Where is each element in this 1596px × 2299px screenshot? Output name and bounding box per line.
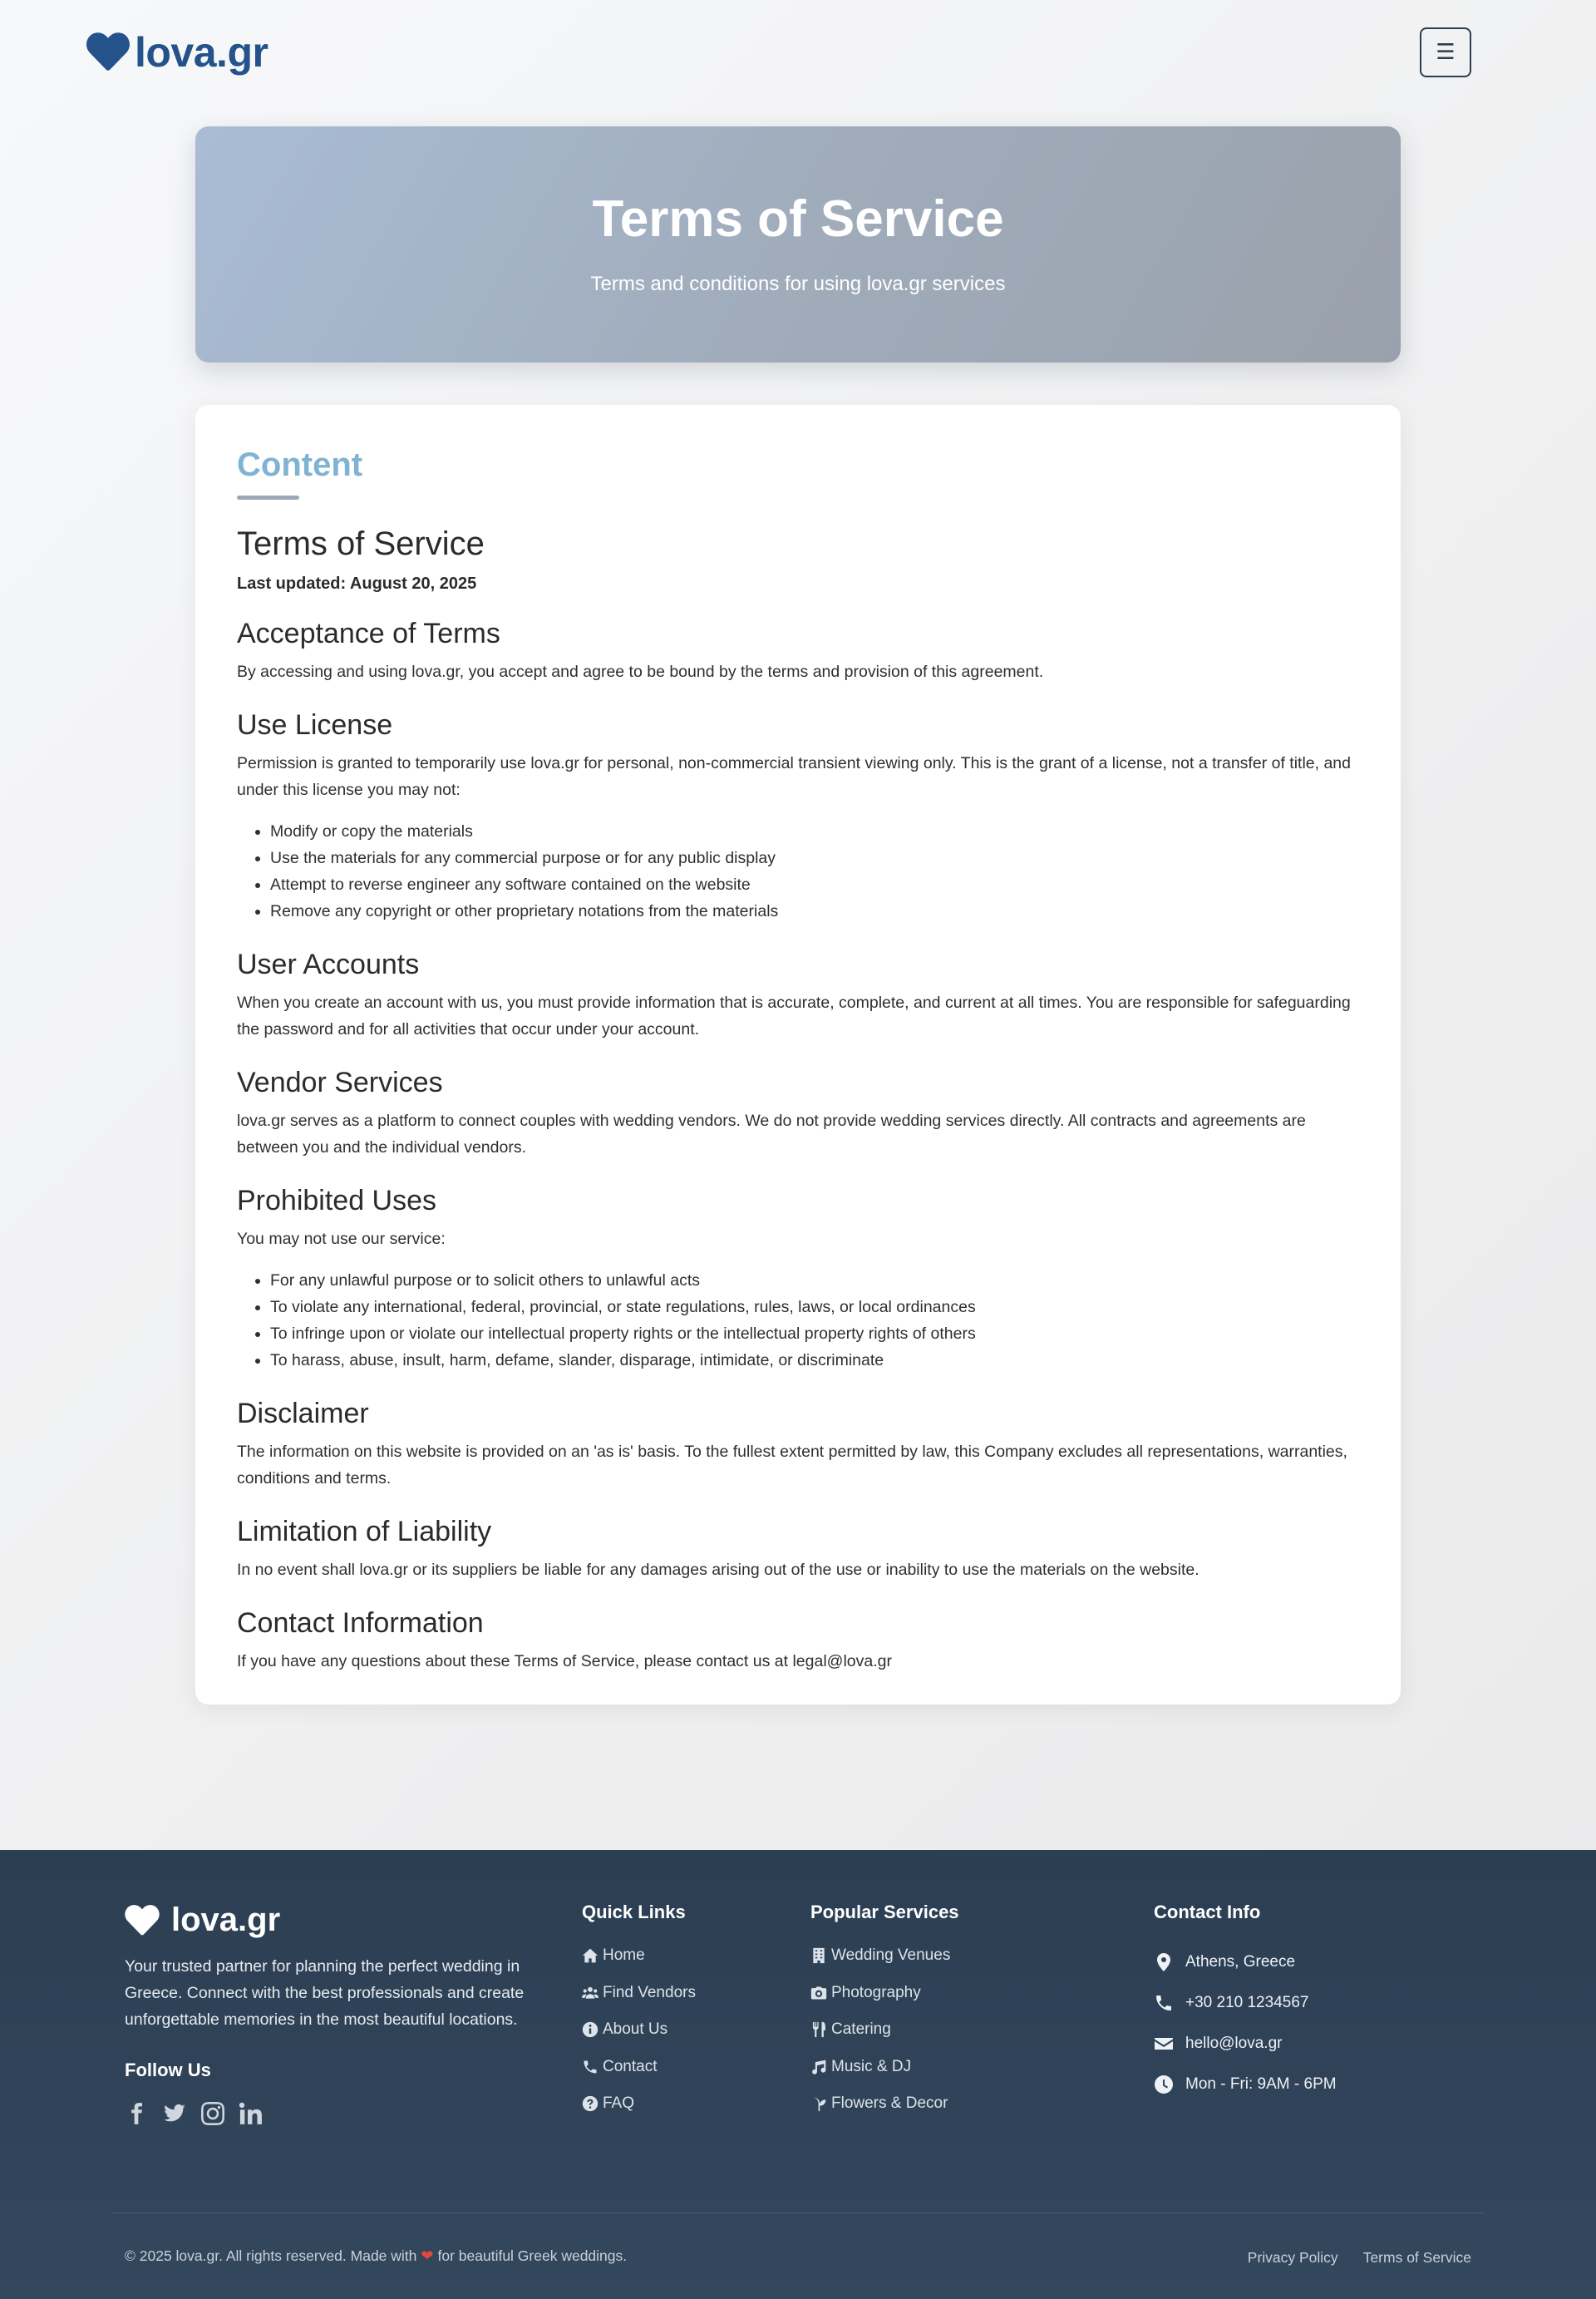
follow-us-title: Follow Us: [125, 2060, 211, 2080]
contact-info-list: [1154, 1941, 1337, 2104]
hamburger-icon: ☰: [1436, 40, 1456, 65]
list-item: • Use the materials for any commercial purpose or for any public display: [270, 845, 1359, 871]
heart-icon: [125, 1905, 160, 1936]
list-item: • Attempt to reverse engineer any software contained on the website: [270, 871, 1359, 898]
list-item: • To infringe upon or violate our intellectual property rights or the intellectual property rights of others: [270, 1320, 1359, 1347]
privacy-policy-link[interactable]: Privacy Policy: [1247, 2249, 1338, 2266]
linkedin-icon[interactable]: [239, 2102, 263, 2125]
footer-link-catering[interactable]: Catering: [810, 2011, 950, 2049]
section-underline: [237, 496, 299, 500]
heading-acceptance: Acceptance of Terms: [237, 618, 500, 649]
twitter-icon[interactable]: [163, 2102, 186, 2125]
seedling-icon: [810, 2095, 827, 2112]
list-item: • For any unlawful purpose or to solicit others to unlawful acts: [270, 1267, 1359, 1294]
license-list: [237, 818, 1359, 925]
contact-email[interactable]: hello@lova.gr: [1154, 2023, 1337, 2064]
heading-user-accounts: User Accounts: [237, 949, 420, 980]
heart-icon: ❤: [421, 2247, 434, 2264]
footer-about: Your trusted partner for planning the perfect wedding in Greece. Connect with the best professionals and create unforgettable memories in the most beautiful locations.: [125, 1957, 525, 2029]
facebook-icon[interactable]: [125, 2102, 148, 2125]
social-links: [125, 2102, 263, 2125]
text-user-accounts: When you create an account with us, you must provide information that is accurate, complete, and current at all times. You are responsible for safeguarding the password and for all activities that occur under your account.: [237, 994, 1351, 1038]
text-disclaimer: The information on this website is provided on an 'as is' basis. To the fullest extent permitted by law, this Company excludes all representations, warranties, conditions and terms.: [237, 1443, 1347, 1487]
content-card: [195, 405, 1401, 1705]
heart-icon: [86, 32, 130, 72]
users-icon: [582, 1985, 598, 2001]
footer-brand-name: lova.gr: [171, 1902, 281, 1938]
phone-icon: [1154, 1993, 1174, 2013]
terms-of-service-link[interactable]: Terms of Service: [1362, 2249, 1471, 2266]
footer-link-wedding-venues[interactable]: Wedding Venues: [810, 1937, 950, 1975]
page-hero: [195, 126, 1401, 363]
clock-icon: [1154, 2075, 1174, 2094]
map-marker-icon: [1154, 1952, 1174, 1972]
top-navbar: [0, 0, 1596, 108]
heading-disclaimer: Disclaimer: [237, 1398, 369, 1429]
quick-links-title: Quick Links: [582, 1902, 686, 1922]
text-vendor-services: lova.gr serves as a platform to connect couples with wedding vendors. We do not provide wedding services directly. All contracts and agreements are between you and the individual vendors.: [237, 1112, 1306, 1157]
contact-hours: Mon - Fri: 9AM - 6PM: [1154, 2064, 1337, 2104]
footer-link-music-dj[interactable]: Music & DJ: [810, 2049, 950, 2086]
site-footer: [0, 1850, 1596, 2299]
footer-link-home[interactable]: Home: [582, 1937, 696, 1975]
heading-use-license: Use License: [237, 709, 393, 741]
menu-toggle-button[interactable]: [1420, 27, 1471, 77]
section-title: Content: [237, 446, 363, 483]
legal-links: [1248, 2249, 1471, 2267]
popular-services-list: [810, 1937, 950, 2123]
heading-contact-information: Contact Information: [237, 1607, 484, 1639]
list-item: • Modify or copy the materials: [270, 818, 1359, 845]
contact-location: Athens, Greece: [1154, 1941, 1337, 1982]
prohibited-list: [237, 1267, 1359, 1374]
building-icon: [810, 1947, 827, 1964]
footer-link-flowers-decor[interactable]: Flowers & Decor: [810, 2085, 950, 2123]
text-acceptance: By accessing and using lova.gr, you accept and agree to be bound by the terms and provision of this agreement.: [237, 663, 1044, 681]
last-updated: Last updated: August 20, 2025: [237, 575, 477, 593]
question-icon: [582, 2095, 598, 2112]
footer-link-photography[interactable]: Photography: [810, 1975, 950, 2012]
list-item: • To violate any international, federal, provincial, or state regulations, rules, laws, or local ordinances: [270, 1294, 1359, 1320]
heading-limitation-of-liability: Limitation of Liability: [237, 1516, 492, 1547]
info-icon: [582, 2021, 598, 2038]
camera-icon: [810, 1985, 827, 2001]
music-icon: [810, 2059, 827, 2075]
list-item: • Remove any copyright or other proprietary notations from the materials: [270, 898, 1359, 925]
heading-vendor-services: Vendor Services: [237, 1067, 443, 1098]
text-contact-information: If you have any questions about these Terms of Service, please contact us at legal@lova.gr: [237, 1652, 892, 1670]
footer-link-about-us[interactable]: About Us: [582, 2011, 696, 2049]
brand-logo-link[interactable]: [86, 28, 268, 76]
heading-prohibited-uses: Prohibited Uses: [237, 1185, 437, 1216]
page-subtitle: Terms and conditions for using lova.gr services: [590, 273, 1006, 295]
text-prohibited-uses: You may not use our service:: [237, 1230, 446, 1248]
footer-brand[interactable]: [125, 1902, 280, 1939]
footer-link-contact[interactable]: Contact: [582, 2049, 696, 2086]
envelope-icon: [1154, 2034, 1174, 2054]
instagram-icon[interactable]: [201, 2102, 224, 2125]
popular-services-title: Popular Services: [810, 1902, 959, 1922]
contact-phone[interactable]: +30 210 1234567: [1154, 1982, 1337, 2023]
footer-link-find-vendors[interactable]: Find Vendors: [582, 1975, 696, 2012]
doc-title: Terms of Service: [237, 525, 485, 562]
phone-icon: [582, 2059, 598, 2075]
text-limitation-of-liability: In no event shall lova.gr or its suppliers be liable for any damages arising out of the use or inability to use the materials on the website.: [237, 1561, 1199, 1579]
text-use-license: Permission is granted to temporarily use lova.gr for personal, non-commercial transient viewing only. This is the grant of a license, not a transfer of title, and under this license you may not:: [237, 754, 1351, 799]
copyright: © 2025 lova.gr. All rights reserved. Made with ❤ for beautiful Greek weddings.: [125, 2247, 628, 2264]
home-icon: [582, 1947, 598, 1964]
contact-info-title: Contact Info: [1154, 1902, 1261, 1922]
list-item: • To harass, abuse, insult, harm, defame, slander, disparage, intimidate, or discriminate: [270, 1347, 1359, 1374]
quick-links-list: [582, 1937, 696, 2123]
brand-name: lova.gr: [135, 29, 268, 76]
utensils-icon: [810, 2021, 827, 2038]
page-title: Terms of Service: [592, 190, 1004, 248]
footer-link-faq[interactable]: FAQ: [582, 2085, 696, 2123]
